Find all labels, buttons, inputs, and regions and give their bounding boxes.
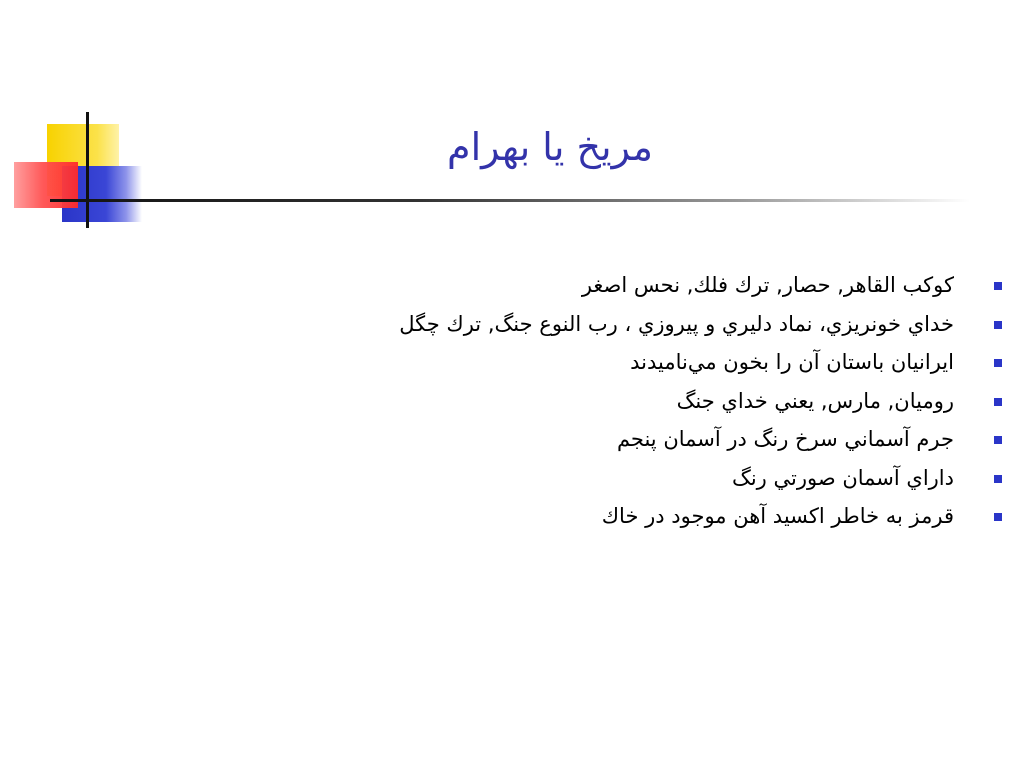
bullet-item	[152, 266, 972, 305]
bullet-text: كوكب القاهر, حصار, ترك فلك, نحس اصغر	[581, 273, 954, 297]
slide-title: مريخ يا بهرام	[447, 125, 653, 169]
bullet-item	[152, 305, 972, 344]
title-underline	[50, 199, 970, 202]
bullet-item	[152, 497, 972, 536]
square-bullet-icon	[994, 398, 1002, 406]
square-bullet-icon	[994, 321, 1002, 329]
bullet-text: خداي خونريزي، نماد دليري و پيروزي ، رب النوع جنگ, ترك چگل	[399, 311, 954, 336]
bullet-text: ايرانيان باستان آن را بخون مي‌ناميدند	[630, 350, 954, 374]
bullet-item	[152, 459, 972, 498]
bullet-item	[152, 343, 972, 382]
square-bullet-icon	[994, 282, 1002, 290]
decor-vertical-line	[86, 112, 89, 228]
square-bullet-icon	[994, 513, 1002, 521]
bullet-text: جرم آسماني سرخ رنگ در آسمان پنجم	[616, 427, 954, 451]
square-bullet-icon	[994, 475, 1002, 483]
bullet-text: روميان, مارس, يعني خداي جنگ	[676, 388, 954, 413]
square-bullet-icon	[994, 436, 1002, 444]
bullet-text: داراي آسمان صورتي رنگ	[732, 465, 954, 490]
bullet-item	[152, 382, 972, 421]
bullet-item	[152, 420, 972, 459]
bullet-text: قرمز به خاطر اكسيد آهن موجود در خاك	[601, 504, 954, 528]
bullet-list	[152, 266, 972, 536]
square-bullet-icon	[994, 359, 1002, 367]
